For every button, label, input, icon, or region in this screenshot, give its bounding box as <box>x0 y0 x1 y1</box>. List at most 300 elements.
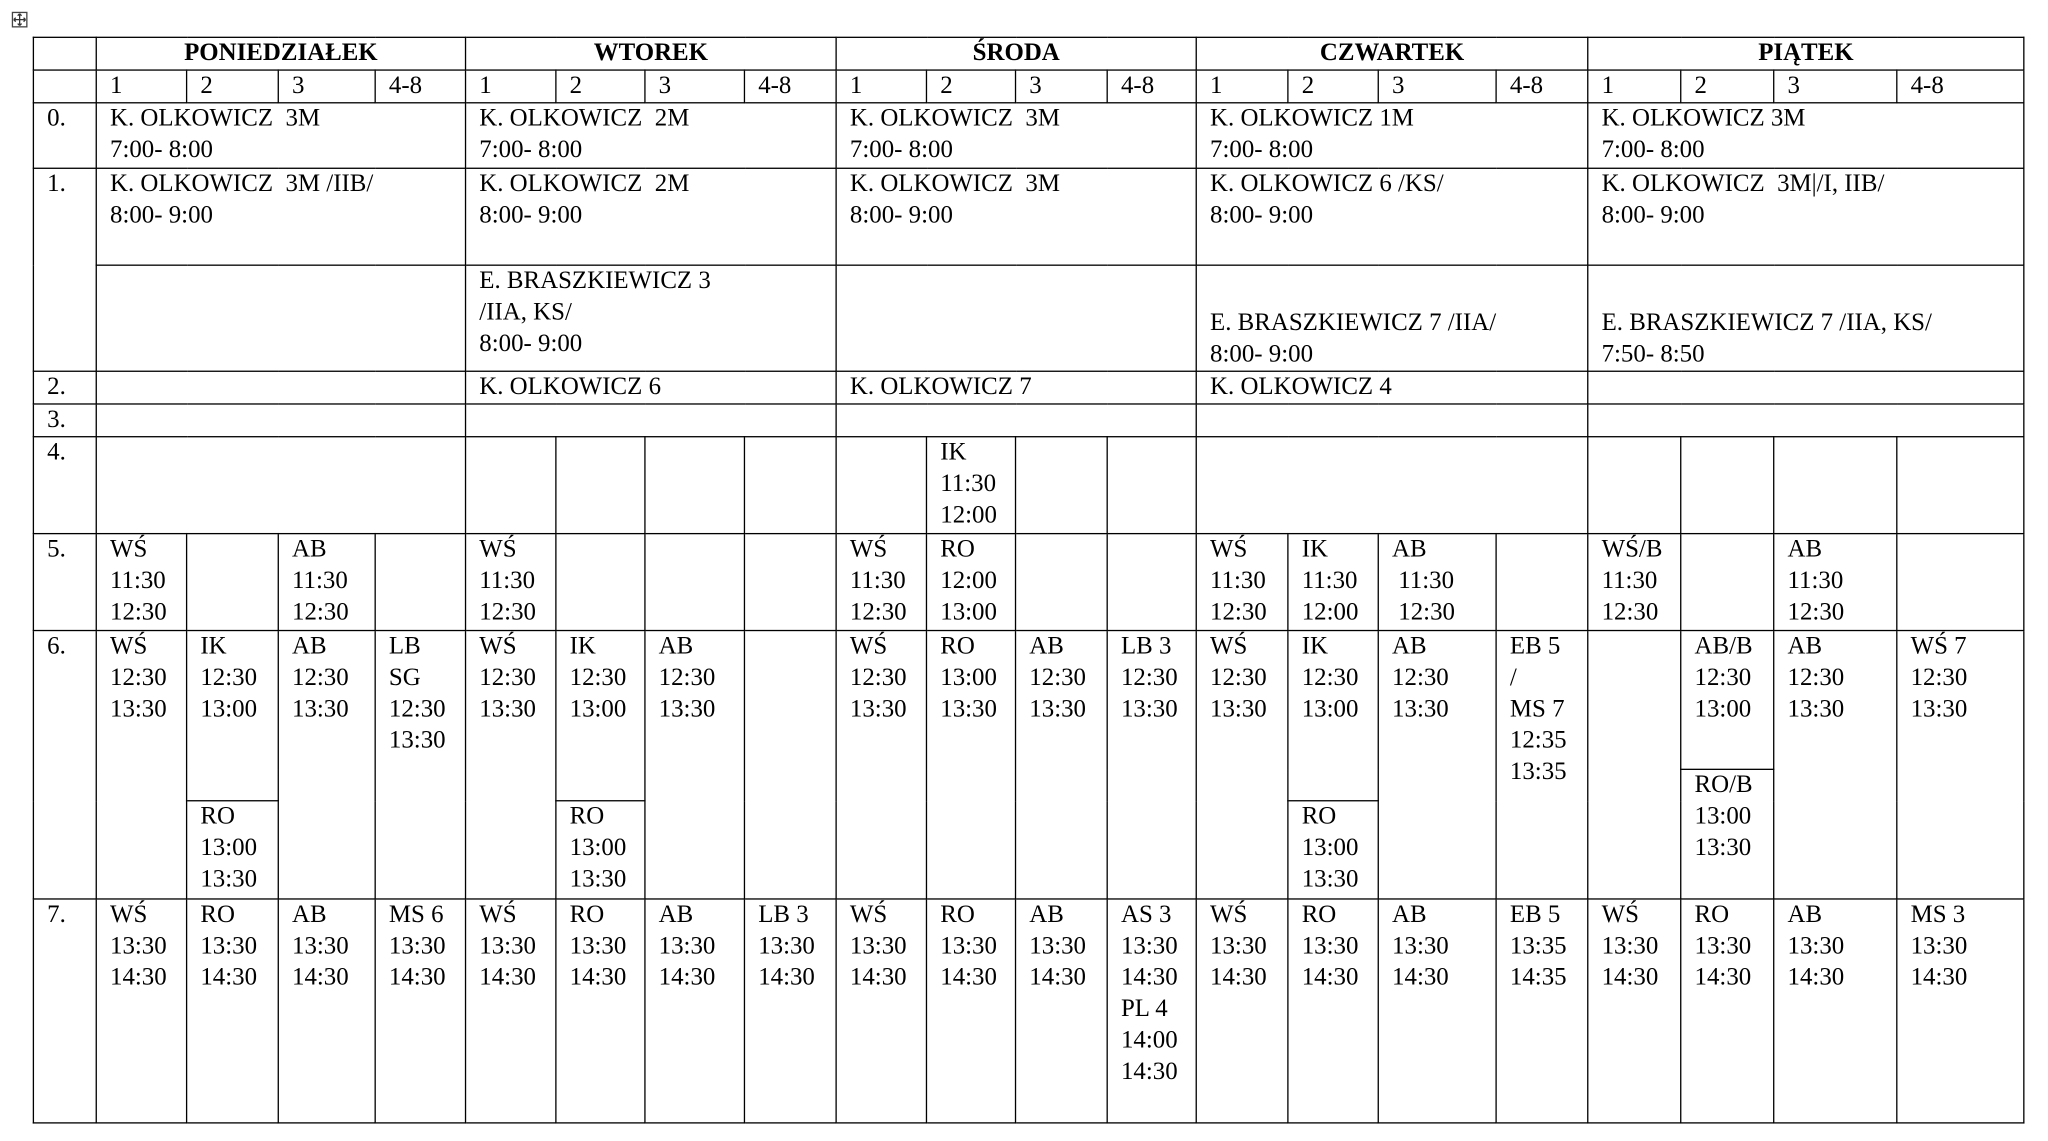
cell-line: K. OLKOWICZ 3M /IIB/ <box>109 170 374 198</box>
cell-line: 14:30 <box>1120 963 1178 992</box>
lesson-cell <box>375 899 465 1123</box>
cell-line: 14:30 <box>1210 963 1267 992</box>
cell-line: 13:30 <box>1210 932 1267 960</box>
row-label: 5. <box>33 534 96 631</box>
empty-cell <box>1588 437 1681 534</box>
cell-line: 11:30 <box>292 567 348 595</box>
cell-line: AB <box>1787 535 1823 564</box>
lesson-cell <box>278 899 375 1123</box>
subcolumn-header: 2 <box>927 70 1016 103</box>
cell-line: K. OLKOWICZ 3M|/I, IIB/ <box>1601 170 1885 198</box>
cell-line: E. BRASZKIEWICZ 7 /IIA, KS/ <box>1601 309 1932 337</box>
row-label: 4. <box>33 437 96 534</box>
cell-line: K. OLKOWICZ 2M <box>479 104 690 133</box>
cell-line: AB <box>658 900 694 929</box>
empty-cell <box>1107 534 1196 631</box>
cell-line: 13:30 <box>849 932 907 960</box>
lesson-cell <box>187 899 279 1123</box>
lesson-cell <box>1288 631 1378 801</box>
lesson-cell <box>1378 534 1496 631</box>
lesson-cell <box>278 534 375 631</box>
cell-line: EB 5 <box>1509 900 1561 929</box>
cell-line: MS 3 <box>1910 900 1966 929</box>
cell-line: K. OLKOWICZ 1M <box>1210 104 1414 133</box>
cell-line: AB <box>1392 632 1427 660</box>
cell-line: LB <box>388 632 421 660</box>
cell-line: 8:00- 9:00 <box>479 329 583 358</box>
empty-cell <box>836 437 926 534</box>
cell-line: 12:30 <box>479 598 536 626</box>
row-7 <box>33 899 2024 1123</box>
lesson-cell <box>96 631 186 899</box>
cell-line: WŚ <box>109 535 148 564</box>
lesson-cell <box>836 631 926 899</box>
lesson-cell <box>187 801 279 899</box>
corner-cell <box>33 37 96 70</box>
cell-line: 12:30 <box>658 663 716 692</box>
cell-line: 13:00 <box>569 834 627 862</box>
empty-cell <box>645 437 745 534</box>
empty-cell <box>466 437 556 534</box>
cell-line: 13:30 <box>1787 695 1845 723</box>
lesson-cell <box>927 899 1016 1123</box>
lesson-cell <box>1016 631 1108 899</box>
cell-line: 14:30 <box>1392 963 1449 992</box>
cell-line: 13:30 <box>1694 834 1752 862</box>
cell-line: WŚ <box>479 535 517 564</box>
lesson-cell <box>187 631 279 801</box>
cell-line: 13:00 <box>940 598 997 626</box>
cell-line: 8:00- 9:00 <box>479 201 583 230</box>
lesson-cell <box>927 631 1016 899</box>
cell-line: IK <box>1301 535 1328 564</box>
cell-line: /IIA, KS/ <box>479 298 572 327</box>
cell-line: 13:30 <box>1120 695 1178 723</box>
cell-line: AB <box>658 632 694 660</box>
empty-cell <box>556 534 645 631</box>
lesson-cell <box>1196 631 1288 899</box>
subcolumn-header: 4-8 <box>1897 70 2024 103</box>
empty-cell <box>744 437 836 534</box>
empty-cell <box>187 534 279 631</box>
cell-line: 14:00 <box>1120 1026 1178 1055</box>
cell-line: K. OLKOWICZ 3M <box>1601 104 1806 133</box>
cell-line: 8:00- 9:00 <box>1210 201 1314 230</box>
lesson-cell <box>1588 899 1681 1123</box>
row-1a <box>33 168 2024 265</box>
cell-line: 7:00- 8:00 <box>1601 136 1705 164</box>
empty-cell <box>1588 404 2024 437</box>
lesson-cell <box>1681 899 1774 1123</box>
subcolumn-header: 3 <box>645 70 745 103</box>
cell-line: WŚ <box>849 900 888 929</box>
empty-cell <box>744 534 836 631</box>
row-0 <box>33 103 2024 168</box>
lesson-cell <box>645 631 745 899</box>
row-6a <box>33 631 2024 770</box>
empty-cell <box>1588 631 1681 899</box>
cell-line: 13:30 <box>200 865 258 894</box>
empty-cell <box>1016 534 1108 631</box>
subcolumn-header: 2 <box>556 70 645 103</box>
cell-line: 12:30 <box>1694 663 1752 692</box>
subcolumn-header: 1 <box>96 70 186 103</box>
day-header-wednesday: ŚRODA <box>836 37 1196 70</box>
lesson-cell <box>1378 899 1496 1123</box>
day-header-thursday: CZWARTEK <box>1196 37 1588 70</box>
cell-line: 13:30 <box>940 695 997 723</box>
cell-line: 14:30 <box>292 963 349 992</box>
cell-line: 14:30 <box>1029 963 1086 992</box>
cell-line: 12:30 <box>292 663 349 692</box>
cell-line: 11:30 <box>1601 567 1658 595</box>
cell-line: 14:30 <box>569 963 627 992</box>
lesson-cell <box>556 801 645 899</box>
empty-cell <box>1774 437 1897 534</box>
cell-line: / <box>1509 663 1517 692</box>
cell-line: 13:30 <box>292 695 349 723</box>
cell-line: IK <box>200 632 227 660</box>
cell-line: 13:30 <box>569 932 627 960</box>
cell-line: 13:30 <box>1787 932 1845 960</box>
cell-line: 14:30 <box>1787 963 1845 992</box>
cell-line: 14:30 <box>1601 963 1659 992</box>
cell-line: IK <box>940 438 967 467</box>
cell-line: 7:00- 8:00 <box>849 136 953 164</box>
cell-line: 13:30 <box>109 932 167 960</box>
empty-cell <box>375 534 465 631</box>
lesson-cell: K. OLKOWICZ 7 <box>836 371 1196 404</box>
cell-line: 12:30 <box>1029 663 1086 692</box>
empty-cell <box>1016 437 1108 534</box>
lesson-cell <box>1774 631 1897 899</box>
cell-line: 13:30 <box>292 932 349 960</box>
cell-line: 12:30 <box>479 663 536 692</box>
cell-line: AB <box>1029 632 1064 660</box>
lesson-cell <box>836 899 926 1123</box>
lesson-cell <box>96 265 465 371</box>
cell-line: 14:30 <box>388 963 446 992</box>
header-row-subcolumns <box>33 70 2024 103</box>
cell-line: AB <box>292 535 327 564</box>
lesson-cell <box>1588 168 2024 265</box>
cell-line: AB/B <box>1694 632 1753 660</box>
lesson-cell <box>1196 265 1588 371</box>
cell-line: AB <box>1787 900 1823 929</box>
cell-line: WŚ <box>479 900 517 929</box>
cell-line: 12:30 <box>569 663 627 692</box>
lesson-cell: K. OLKOWICZ 6 <box>466 371 837 404</box>
lesson-cell <box>1288 801 1378 899</box>
cell-line: 14:30 <box>200 963 258 992</box>
cell-line: RO <box>1694 900 1730 929</box>
cell-line: K. OLKOWICZ 3M <box>109 104 321 133</box>
cell-line: 14:30 <box>1120 1058 1178 1086</box>
lesson-cell <box>744 899 836 1123</box>
lesson-cell <box>96 899 186 1123</box>
cell-line: 13:00 <box>1301 834 1359 862</box>
cell-line: 11:30 <box>1301 567 1358 595</box>
cell-line: 12:35 <box>1509 726 1567 755</box>
cell-line: IK <box>569 632 596 660</box>
cell-line: 13:30 <box>1120 932 1178 960</box>
cell-line: RO <box>200 802 235 831</box>
cell-line: 13:30 <box>479 932 536 960</box>
subcolumn-header: 2 <box>187 70 279 103</box>
cell-line: WŚ <box>109 632 148 660</box>
lesson-cell <box>1288 899 1378 1123</box>
cell-line: 12:00 <box>1301 598 1359 626</box>
cell-line: 13:30 <box>1392 932 1449 960</box>
cell-line: PL 4 <box>1120 995 1168 1023</box>
cell-line: 13:30 <box>1210 695 1267 723</box>
cell-line: 13:35 <box>1509 932 1567 960</box>
cell-line: RO <box>1301 900 1337 929</box>
cell-line: K. OLKOWICZ 3M <box>849 104 1060 133</box>
cell-line: 12:30 <box>292 598 349 626</box>
cell-line: MS 6 <box>388 900 444 929</box>
lesson-cell <box>1288 534 1378 631</box>
subcolumn-header: 4-8 <box>744 70 836 103</box>
cell-line: 13:00 <box>940 663 997 692</box>
lesson-cell <box>1588 534 1681 631</box>
cell-line: 14:35 <box>1509 963 1567 992</box>
cell-line: 12:30 <box>1120 663 1178 692</box>
subcolumn-header: 3 <box>1774 70 1897 103</box>
cell-line: 7:50- 8:50 <box>1601 340 1705 368</box>
subcolumn-header: 3 <box>278 70 375 103</box>
cell-line: K. OLKOWICZ 2M <box>479 170 690 198</box>
cell-line: 12:30 <box>1210 663 1267 692</box>
subcolumn-header: 4-8 <box>1496 70 1588 103</box>
cell-line: 13:30 <box>849 695 907 723</box>
empty-cell <box>1897 437 2024 534</box>
cell-line: 14:30 <box>479 963 536 992</box>
cell-line: AB <box>1029 900 1064 929</box>
cell-line: 14:30 <box>1301 963 1359 992</box>
cell-line: 12:00 <box>940 567 997 595</box>
empty-cell <box>1196 437 1588 534</box>
cell-line: RO <box>940 535 975 564</box>
cell-line: AB <box>1787 632 1823 660</box>
cell-line: 13:30 <box>658 695 716 723</box>
empty-cell <box>744 631 836 899</box>
cell-line: AB <box>1392 900 1427 929</box>
cell-line: E. BRASZKIEWICZ 3 <box>479 267 711 295</box>
cell-line: WŚ <box>849 632 888 660</box>
subcolumn-header: 3 <box>1378 70 1496 103</box>
lesson-cell <box>927 534 1016 631</box>
cell-line: 12:30 <box>1787 598 1845 626</box>
lesson-cell <box>466 168 837 265</box>
cell-line: RO <box>569 900 605 929</box>
cell-line: RO/B <box>1694 771 1753 799</box>
cell-line: 8:00- 9:00 <box>849 201 953 230</box>
lesson-cell <box>836 534 926 631</box>
lesson-cell <box>1588 103 2024 168</box>
row-4 <box>33 437 2024 534</box>
cell-line: EB 5 <box>1509 632 1561 660</box>
row-label: 1. <box>33 168 96 371</box>
cell-line: WŚ <box>849 535 888 564</box>
cell-line: 13:00 <box>569 695 627 723</box>
cell-line: 8:00- 9:00 <box>109 201 213 230</box>
day-header-friday: PIĄTEK <box>1588 37 2024 70</box>
lesson-cell <box>1016 899 1108 1123</box>
schedule-table <box>33 37 2025 1124</box>
lesson-cell <box>1774 899 1897 1123</box>
lesson-cell <box>645 899 745 1123</box>
empty-cell <box>556 437 645 534</box>
lesson-cell <box>96 534 186 631</box>
lesson-cell <box>556 631 645 801</box>
lesson-cell <box>1196 899 1288 1123</box>
cell-line: RO <box>1301 802 1337 831</box>
cell-line: 14:30 <box>940 963 997 992</box>
lesson-cell <box>466 534 556 631</box>
lesson-cell <box>1196 534 1288 631</box>
cell-line: 14:30 <box>758 963 815 992</box>
lesson-cell <box>1107 631 1196 899</box>
cell-line: WŚ <box>1601 900 1639 929</box>
lesson-cell <box>836 168 1196 265</box>
lesson-cell <box>466 103 837 168</box>
cell-line: 13:30 <box>1910 932 1968 960</box>
lesson-cell <box>1196 168 1588 265</box>
lesson-cell <box>1774 534 1897 631</box>
lesson-cell <box>466 631 556 899</box>
cell-line: 13:30 <box>1301 865 1359 894</box>
row-label: 0. <box>33 103 96 168</box>
lesson-cell <box>1588 265 2024 371</box>
cell-line: 13:30 <box>200 932 258 960</box>
cell-line: 8:00- 9:00 <box>1601 201 1705 230</box>
lesson-cell <box>1496 899 1588 1123</box>
empty-cell <box>1681 437 1774 534</box>
cell-line: WŚ 7 <box>1910 632 1967 660</box>
row-1b <box>33 265 2024 371</box>
cell-line: 12:30 <box>1301 663 1359 692</box>
row-5 <box>33 534 2024 631</box>
cell-line: E. BRASZKIEWICZ 7 /IIA/ <box>1210 309 1497 337</box>
cell-line: 13:30 <box>109 695 167 723</box>
cell-line: 14:30 <box>658 963 716 992</box>
row-label: 3. <box>33 404 96 437</box>
cell-line: RO <box>200 900 235 929</box>
cell-line: 7:00- 8:00 <box>109 136 213 164</box>
cell-line: 13:00 <box>1694 695 1752 723</box>
lesson-cell <box>836 103 1196 168</box>
subcolumn-header: 4-8 <box>1107 70 1196 103</box>
cell-line: IK <box>1301 632 1328 660</box>
lesson-cell <box>1897 899 2024 1123</box>
cell-line: WŚ/B <box>1601 535 1663 564</box>
cell-line: 11:30 <box>940 470 997 498</box>
cell-line: 13:30 <box>1029 695 1086 723</box>
cell-line: 11:30 <box>849 567 906 595</box>
lesson-cell <box>466 265 837 371</box>
lesson-cell <box>96 371 465 404</box>
cell-line: 12:30 <box>109 598 167 626</box>
lesson-cell <box>1107 899 1196 1123</box>
cell-line: AS 3 <box>1120 900 1172 929</box>
cell-line: 8:00- 9:00 <box>1210 340 1314 368</box>
day-header-tuesday: WTOREK <box>466 37 837 70</box>
cell-line: AB <box>292 632 327 660</box>
cell-line: 12:30 <box>109 663 167 692</box>
lesson-cell: K. OLKOWICZ 4 <box>1196 371 1588 404</box>
cell-line: WŚ <box>1210 535 1248 564</box>
cell-line: K. OLKOWICZ 6 /KS/ <box>1210 170 1444 198</box>
cell-line: RO <box>569 802 605 831</box>
cell-line: RO <box>940 900 975 929</box>
corner-cell <box>33 70 96 103</box>
cell-line: 14:30 <box>1694 963 1752 992</box>
cell-line: 13:30 <box>388 932 446 960</box>
cell-line: 7:00- 8:00 <box>479 136 583 164</box>
row-label: 6. <box>33 631 96 899</box>
cell-line: 12:30 <box>1787 663 1845 692</box>
cell-line: 13:30 <box>1601 932 1659 960</box>
cell-line: 11:30 <box>1210 567 1266 595</box>
cell-line: 14:30 <box>849 963 907 992</box>
subcolumn-header: 1 <box>1588 70 1681 103</box>
subcolumn-header: 1 <box>1196 70 1288 103</box>
cell-line: WŚ <box>109 900 148 929</box>
cell-line: LB 3 <box>758 900 809 929</box>
subcolumn-header: 4-8 <box>375 70 465 103</box>
cell-line: K. OLKOWICZ 3M <box>849 170 1060 198</box>
cell-line: AB <box>292 900 327 929</box>
empty-cell <box>96 437 465 534</box>
cell-line: 12:30 <box>1392 663 1449 692</box>
cell-line: 13:30 <box>1694 932 1752 960</box>
empty-cell <box>836 404 1196 437</box>
subcolumn-header: 1 <box>466 70 556 103</box>
row-label: 2. <box>33 371 96 404</box>
cell-line: 13:30 <box>569 865 627 894</box>
row-2 <box>33 371 2024 404</box>
lesson-cell <box>556 899 645 1123</box>
row-label: 7. <box>33 899 96 1123</box>
cell-line: 12:30 <box>849 663 907 692</box>
cell-line: 12:30 <box>849 598 907 626</box>
lesson-cell <box>1588 371 2024 404</box>
cell-line: 13:30 <box>479 695 536 723</box>
cell-line: 13:30 <box>388 726 446 755</box>
cell-line: 13:30 <box>1392 695 1449 723</box>
lesson-cell <box>466 899 556 1123</box>
empty-cell <box>1681 534 1774 631</box>
cell-line: 14:30 <box>1910 963 1968 992</box>
lesson-cell <box>96 168 465 265</box>
lesson-cell <box>1681 631 1774 770</box>
cell-line: 12:30 <box>388 695 446 723</box>
subcolumn-header: 1 <box>836 70 926 103</box>
cell-line: 11:30 <box>1392 567 1455 595</box>
lesson-cell <box>1496 631 1588 899</box>
cell-line: 12:30 <box>1601 598 1659 626</box>
cell-line: 13:30 <box>758 932 815 960</box>
lesson-cell <box>1897 631 2024 899</box>
row-3 <box>33 404 2024 437</box>
cell-line: 12:00 <box>940 501 997 530</box>
lesson-cell <box>927 437 1016 534</box>
table-move-handle-icon[interactable] <box>12 12 28 28</box>
cell-line: 12:30 <box>200 663 258 692</box>
lesson-cell <box>836 265 1196 371</box>
cell-line: WŚ <box>1210 632 1248 660</box>
